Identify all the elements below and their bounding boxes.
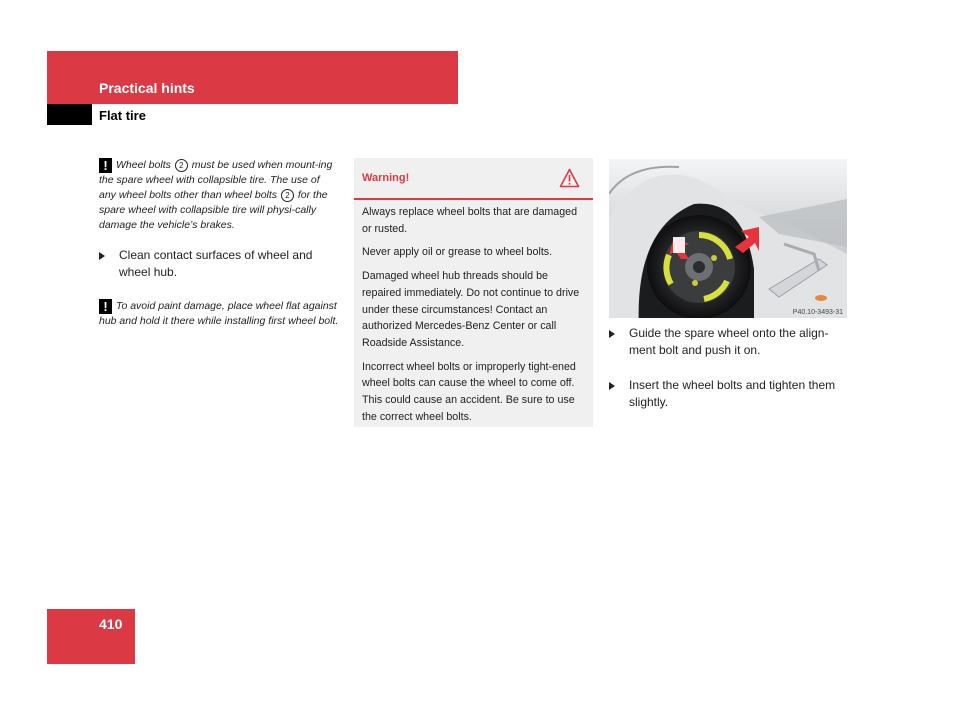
right-column — [609, 325, 847, 429]
triangle-bullet-icon — [99, 252, 105, 260]
warning-paragraph: Damaged wheel hub threads should be repaired immediately. Do not continue to drive under these circumstances! Contact an authorized Mercedes-Benz Center or call Roadside Assistance. — [362, 270, 580, 349]
instruction-step-guide-wheel: Guide the spare wheel onto the align-ment bolt and push it on. — [609, 325, 847, 359]
warning-paragraph: Never apply oil or grease to wheel bolts. — [362, 246, 553, 259]
instruction-step-insert-bolts: Insert the wheel bolts and tighten them slightly. — [609, 377, 847, 411]
note-paint-damage: ! To avoid paint damage, place wheel flat against hub and hold it there while installing first wheel bolt. — [99, 299, 339, 327]
reference-number-2: 2 — [281, 189, 294, 202]
triangle-bullet-icon — [609, 330, 615, 338]
exclamation-notice-icon: ! — [99, 158, 112, 173]
section-tab-marker — [47, 104, 92, 125]
note-wheel-bolts: ! Wheel bolts 2 must be used when mount-ing the spare wheel with collapsible tire. The use of any wheel bolts other than wheel bolts 2 for the spare wheel with collapsible tire will physi-cally damage the vehicle’s brakes. — [99, 158, 333, 231]
instruction-step-clean-contact: Clean contact surfaces of wheel and wheel hub. — [99, 247, 339, 281]
spare-wheel-drawing — [609, 159, 847, 318]
warning-title: Warning! — [362, 172, 410, 184]
left-column — [99, 158, 339, 343]
triangle-bullet-icon — [609, 382, 615, 390]
reference-number-2: 2 — [175, 159, 188, 172]
warning-box — [354, 158, 593, 427]
spare-wheel-illustration — [609, 159, 847, 318]
page-number-box — [47, 609, 135, 664]
header-band — [47, 51, 458, 104]
warning-triangle-icon — [559, 168, 580, 188]
warning-paragraph: Incorrect wheel bolts or improperly tight-ened wheel bolts can cause the wheel to come off. This could cause an accident. Be sure to use the correct wheel bolts. — [362, 360, 576, 423]
page-number: 410 — [99, 616, 123, 632]
warning-paragraph: Always replace wheel bolts that are damaged or rusted. — [362, 206, 578, 235]
warning-header — [354, 158, 593, 200]
warning-body — [362, 204, 587, 432]
section-title: Practical hints — [99, 80, 195, 96]
figure-code: P40.10-3493-31 — [792, 309, 843, 316]
subsection-title: Flat tire — [99, 108, 146, 123]
exclamation-notice-icon: ! — [99, 299, 112, 314]
